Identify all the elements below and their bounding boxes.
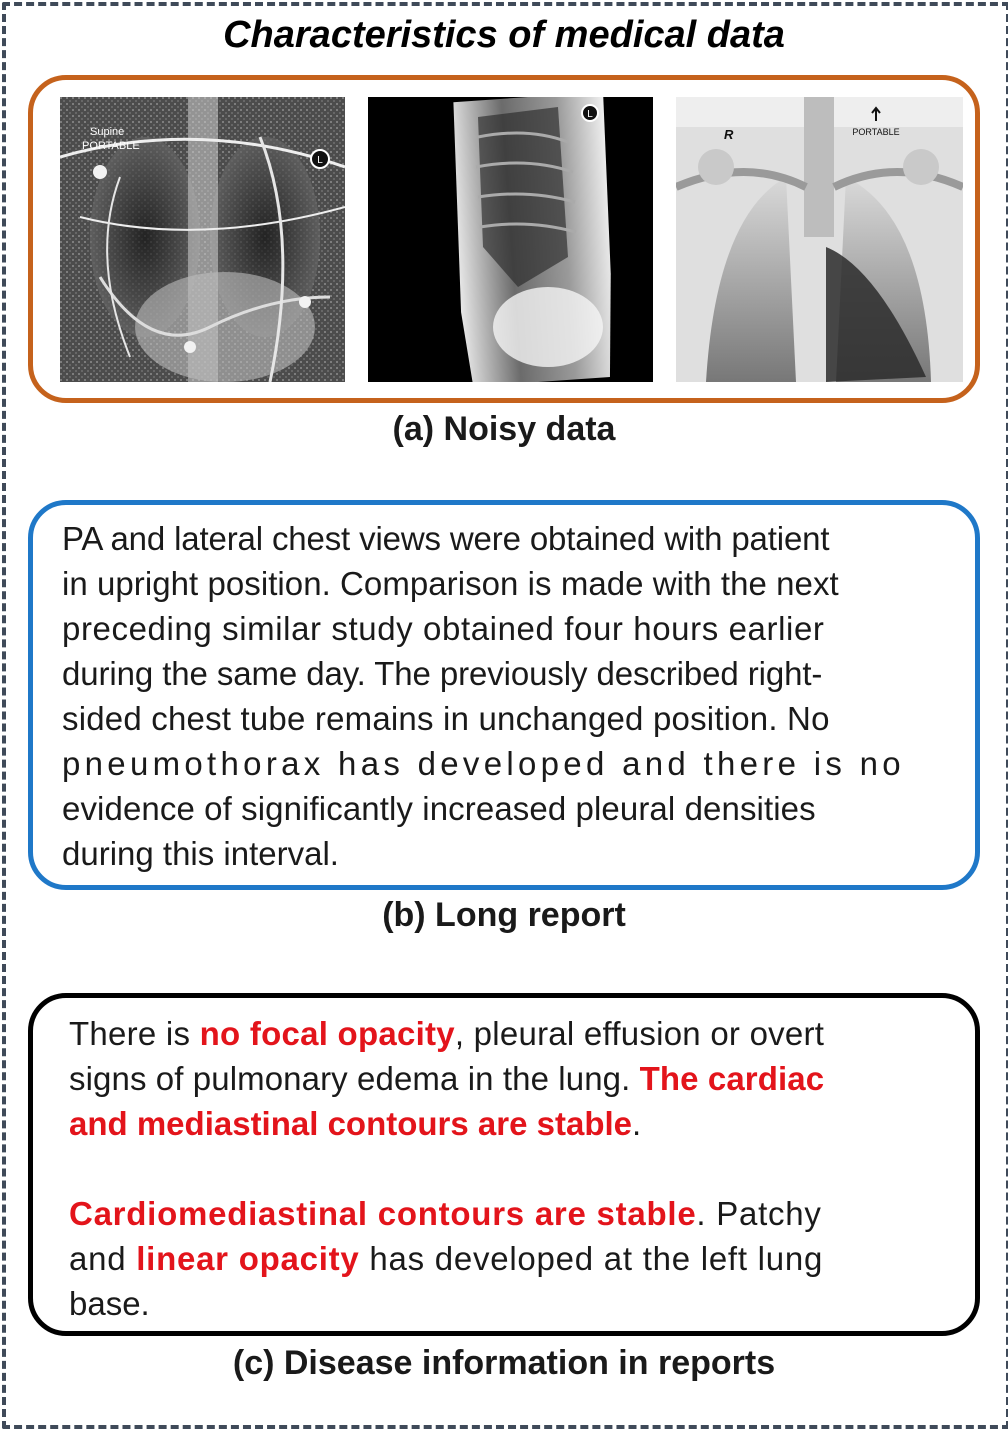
image3-portable-label: PORTABLE [852,127,900,137]
image1-supine-label: Supine [90,126,125,138]
report1-text: , pleural effusion or overt [454,1015,825,1052]
highlight-cardiac-contours: The cardiac [639,1060,825,1097]
highlight-no-focal-opacity: no focal opacity [199,1015,455,1052]
report1-text: . [632,1105,642,1142]
report1-text: signs of pulmonary edema in the lung. [69,1060,640,1097]
report-line: PA and lateral chest views were obtained with patient [62,520,830,557]
xray-image-rotated-lateral [368,97,653,382]
image3-marker-r: R [724,127,734,142]
report-line: preceding similar study obtained four hours earlier [62,610,825,647]
xray-image-portable-noisy [60,97,345,382]
report1-text: There is [69,1015,200,1052]
report-line: in upright position. Comparison is made with the next [62,565,839,602]
report-line: sided chest tube remains in unchanged position. No [62,700,830,737]
xray-image-portable-overexposed [676,97,963,382]
highlight-mediastinal-contours: and mediastinal contours are stable [69,1105,632,1142]
figure-title: Characteristics of medical data [223,14,785,56]
caption-noisy-data: (a) Noisy data [392,410,616,448]
image1-marker-l: L [317,155,323,166]
caption-disease-information: (c) Disease information in reports [232,1344,776,1382]
report-line: during this interval. [62,835,339,872]
report-line: evidence of significantly increased pleural densities [62,790,816,827]
highlight-cardiomediastinal-contours: Cardiomediastinal contours are stable [69,1195,697,1232]
disease-report-2 [69,1191,957,1326]
report2-text: has developed at the left lung [359,1240,824,1277]
highlight-linear-opacity: linear opacity [136,1240,360,1277]
long-report-text [62,516,950,876]
report2-text: base. [69,1285,150,1322]
disease-report-1 [69,1011,957,1146]
report-line: pneumothorax has developed and there is no [62,745,905,782]
image1-portable-label: PORTABLE [82,140,140,152]
image2-marker-l: L [587,109,593,120]
report2-text: and [69,1240,137,1277]
report-line: during the same day. The previously described right- [62,655,823,692]
caption-long-report: (b) Long report [382,896,626,934]
report2-text: . Patchy [696,1195,822,1232]
